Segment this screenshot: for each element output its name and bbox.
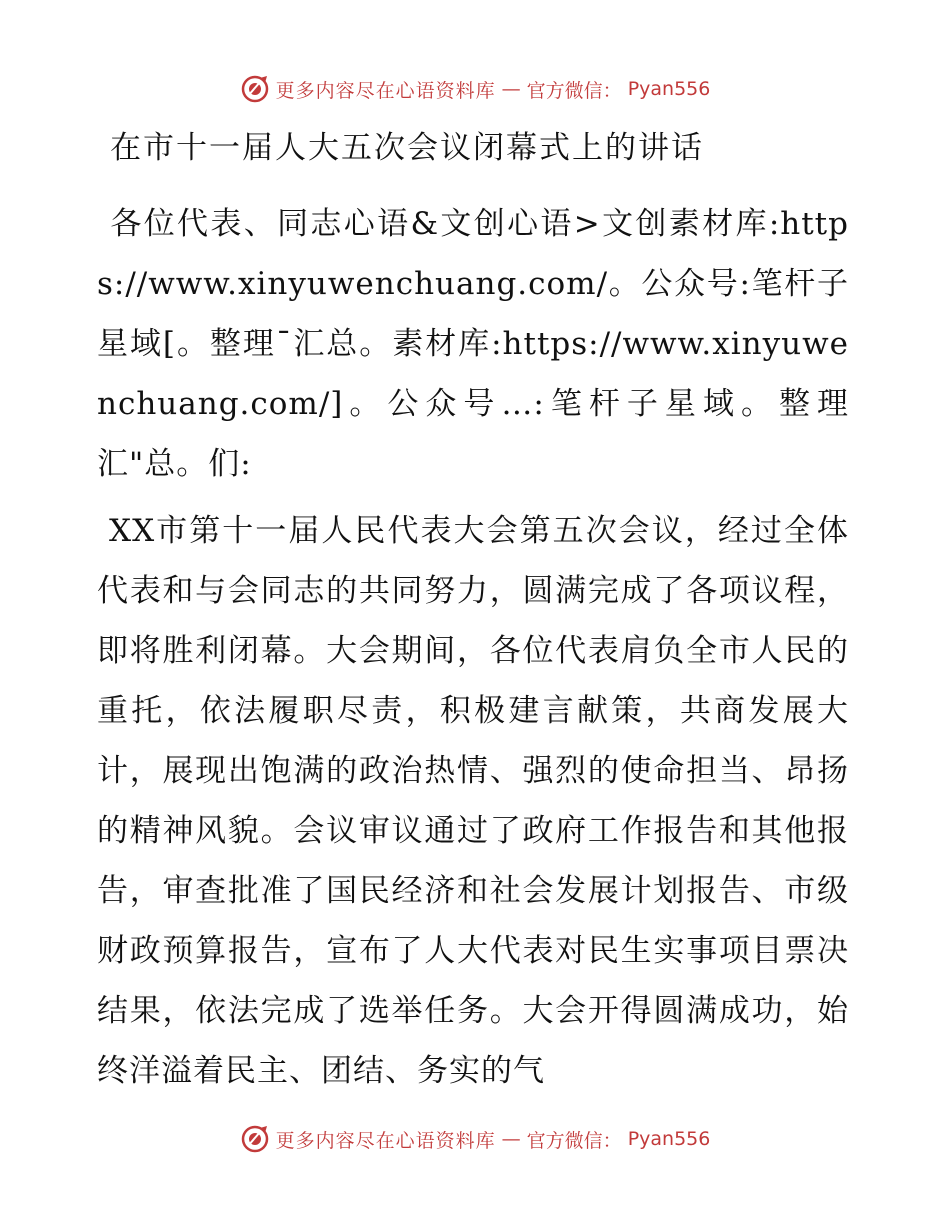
header-watermark [0, 74, 950, 104]
watermark-wechat-id: Pyan556 [627, 78, 711, 100]
paragraph-1-text: 各位代表、同志心语&文创心语>文创素材库:https://www.xinyuwenchuang.com/。公众号:笔杆子星域[。整理¯汇总。素材库:https://www.xinyuwenchuang.com/]。公众号…:笔杆子星域。整理汇"总。们: [97, 206, 849, 482]
document-title: 在市十一届人大五次会议闭幕式上的讲话 [110, 130, 704, 166]
pen-logo-icon [240, 74, 270, 104]
watermark-dash: — [501, 1128, 521, 1150]
pen-logo-icon [240, 1124, 270, 1154]
watermark-wechat-id: Pyan556 [627, 1128, 711, 1150]
watermark-text: 更多内容尽在心语资料库 [275, 79, 496, 102]
paragraph-salutation [97, 194, 849, 494]
watermark-text: 更多内容尽在心语资料库 [275, 1129, 496, 1152]
watermark-wechat-label: 官方微信： [526, 1129, 622, 1152]
paragraph-body [97, 501, 849, 1101]
footer-watermark [0, 1124, 950, 1154]
watermark-dash: — [501, 78, 521, 100]
watermark-wechat-label: 官方微信： [526, 79, 622, 102]
paragraph-2-text: XX市第十一届人民代表大会第五次会议，经过全体代表和与会同志的共同努力，圆满完成了各项议程，即将胜利闭幕。大会期间，各位代表肩负全市人民的重托，依法履职尽责，积极建言献策，共商发展大计，展现出饱满的政治热情、强烈的使命担当、昂扬的精神风貌。会议审议通过了政府工作报告和其他报告，审查批准了国民经济和社会发展计划报告、市级财政预算报告，宣布了人大代表对民生实事项目票决结果，依法完成了选举任务。大会开得圆满成功，始终洋溢着民主、团结、务实的气 [97, 513, 849, 1089]
